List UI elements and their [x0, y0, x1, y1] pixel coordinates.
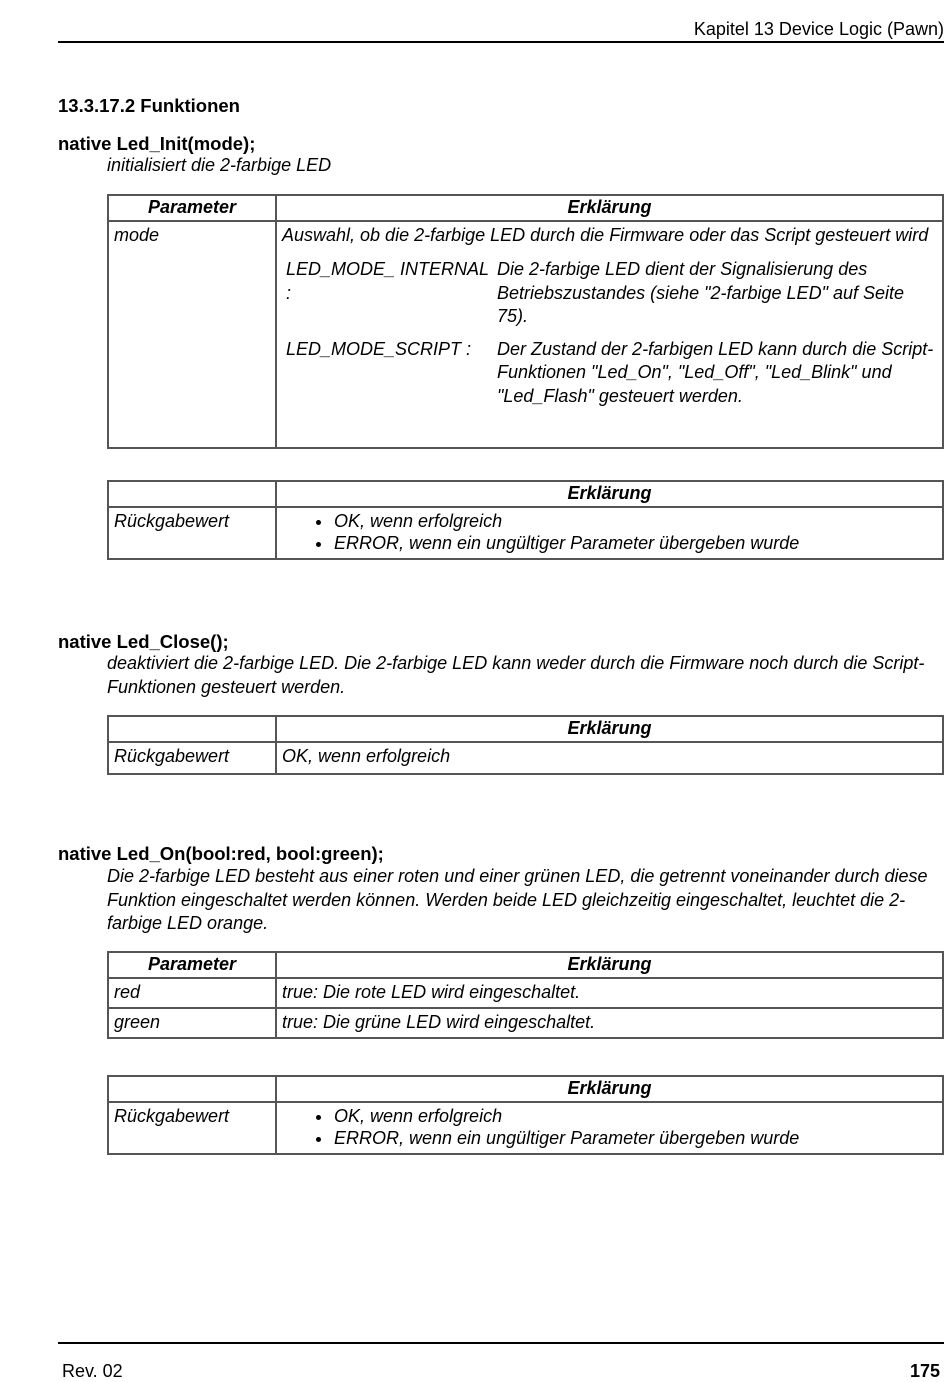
- column-header-explanation: Erklärung: [276, 1076, 943, 1102]
- section-title: 13.3.17.2 Funktionen: [58, 95, 240, 116]
- return-value-list: [282, 510, 937, 555]
- return-table-led-on: [107, 1075, 944, 1155]
- column-header-parameter: Parameter: [108, 195, 276, 221]
- return-values-cell: [276, 1102, 943, 1154]
- parameter-name: mode: [108, 221, 276, 448]
- mode-option-row: [286, 335, 937, 415]
- mode-options-table: [286, 255, 937, 414]
- parameter-name: red: [108, 978, 276, 1008]
- column-header-explanation: Erklärung: [276, 195, 943, 221]
- return-value-item: ERROR, wenn ein ungültiger Parameter übergeben wurde: [334, 532, 937, 555]
- header-rule: [58, 41, 944, 43]
- function-description-led-on: Die 2-farbige LED besteht aus einer roten und einer grünen LED, die getrennt voneinander durch diese Funktion eingeschaltet werden können. Werden beide LED gleichzeitig eingeschaltet, leuchtet die 2-farbige LED orange.: [107, 866, 928, 933]
- footer-rule: [58, 1342, 944, 1344]
- mode-option-text: Die 2-farbige LED dient der Signalisierung des Betriebszustandes (siehe "2-farbige LED" auf Seite 75).: [497, 259, 905, 326]
- return-table-led-init: [107, 480, 944, 560]
- mode-option-key: LED_MODE_ INTERNAL :: [286, 259, 489, 303]
- column-header-empty: [108, 481, 276, 507]
- function-description-led-init: initialisiert die 2-farbige LED: [107, 155, 332, 175]
- parameter-name: green: [108, 1008, 276, 1038]
- return-values-cell: [276, 507, 943, 559]
- parameter-explanation-cell: [276, 221, 943, 448]
- return-value: OK, wenn erfolgreich: [276, 742, 943, 774]
- return-value-item: OK, wenn erfolgreich: [334, 510, 937, 533]
- parameter-row: [108, 1008, 943, 1038]
- column-header-parameter: Parameter: [108, 952, 276, 978]
- footer-revision: Rev. 02: [62, 1361, 123, 1381]
- return-value-item: OK, wenn erfolgreich: [334, 1105, 937, 1128]
- return-label: Rückgabewert: [108, 507, 276, 559]
- mode-option-key: LED_MODE_SCRIPT :: [286, 338, 472, 359]
- function-description-led-close: deaktiviert die 2-farbige LED. Die 2-farbige LED kann weder durch die Firmware noch durch die Script-Funktionen gesteuert werden.: [107, 653, 925, 697]
- parameter-explanation: Auswahl, ob die 2-farbige LED durch die Firmware oder das Script gesteuert wird: [282, 224, 929, 245]
- parameter-explanation: true: Die rote LED wird eingeschaltet.: [276, 978, 943, 1008]
- return-label: Rückgabewert: [108, 1102, 276, 1154]
- parameter-explanation: true: Die grüne LED wird eingeschaltet.: [276, 1008, 943, 1038]
- return-value-item: ERROR, wenn ein ungültiger Parameter übergeben wurde: [334, 1127, 937, 1150]
- column-header-explanation: Erklärung: [276, 481, 943, 507]
- return-table-led-close: [107, 715, 944, 775]
- chapter-header: Kapitel 13 Device Logic (Pawn): [693, 19, 944, 39]
- return-label: Rückgabewert: [108, 742, 276, 774]
- parameter-table-led-init: [107, 194, 944, 449]
- function-signature-led-close: native Led_Close();: [58, 631, 229, 652]
- function-signature-led-on: native Led_On(bool:red, bool:green);: [58, 843, 384, 864]
- parameter-row: [108, 978, 943, 1008]
- return-value-list: [282, 1105, 937, 1150]
- mode-option-text: Der Zustand der 2-farbigen LED kann durch die Script-Funktionen "Led_On", "Led_Off", "Led_Blink" und "Led_Flash" gesteuert werden.: [497, 338, 934, 406]
- page-number: 175: [909, 1361, 940, 1381]
- column-header-explanation: Erklärung: [276, 716, 943, 742]
- parameter-table-led-on: [107, 951, 944, 1039]
- column-header-empty: [108, 716, 276, 742]
- column-header-explanation: Erklärung: [276, 952, 943, 978]
- mode-option-row: [286, 255, 937, 335]
- function-signature-led-init: native Led_Init(mode);: [58, 133, 256, 154]
- column-header-empty: [108, 1076, 276, 1102]
